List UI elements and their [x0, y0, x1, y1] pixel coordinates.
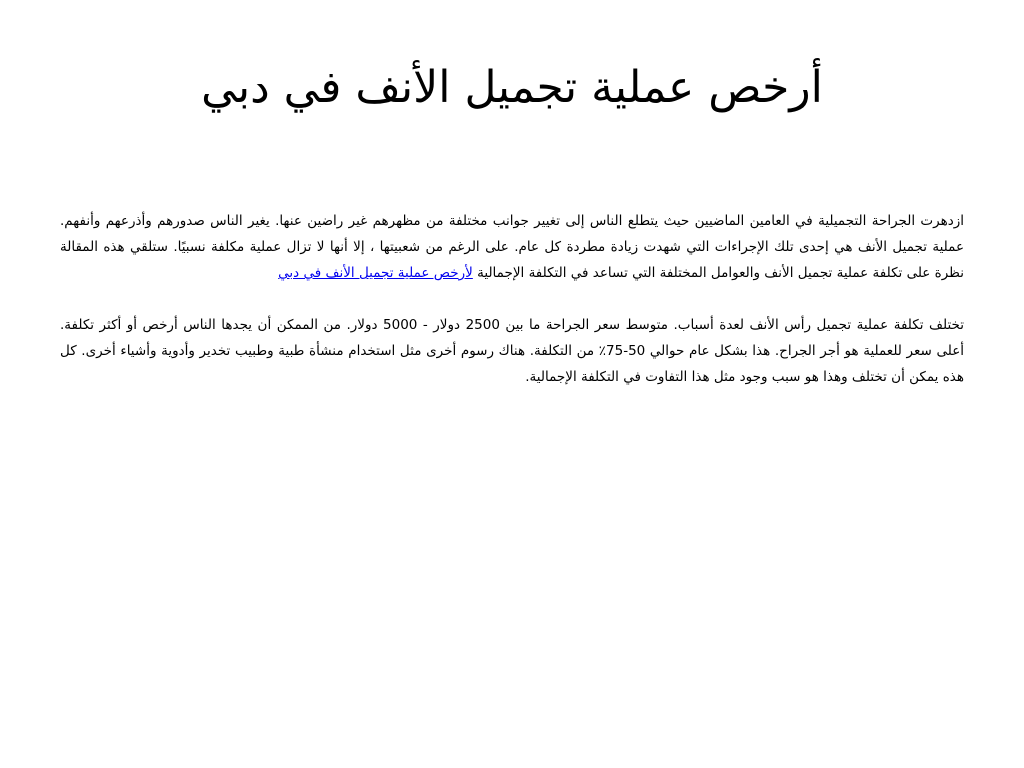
paragraph-intro [60, 208, 964, 286]
paragraph-cost-text: تختلف تكلفة عملية تجميل رأس الأنف لعدة أسباب. متوسط سعر الجراحة ما بين 2500 دولار - 5000 دولار. من الممكن أن يجدها الناس أرخص أو أكثر تكلفة. أعلى سعر للعملية هو أجر الجراح. هذا بشكل عام حوالي 50-75٪ من التكلفة. هناك رسوم أخرى مثل استخدام منشأة طبية وطبيب تخدير وأدوية وأشياء أخرى. كل هذه يمكن أن تختلف وهذا هو سبب وجود مثل هذا التفاوت في التكلفة الإجمالية. [60, 317, 964, 385]
page-title: أرخص عملية تجميل الأنف في دبي [201, 62, 823, 113]
article-body [60, 208, 964, 416]
paragraph-cost [60, 312, 964, 390]
paragraph-intro-text: ازدهرت الجراحة التجميلية في العامين الماضيين حيث يتطلع الناس إلى تغيير جوانب مختلفة من مظهرهم غير راضين عنها. يغير الناس صدورهم وأذرعهم وأنفهم. عملية تجميل الأنف هي إحدى تلك الإجراءات التي شهدت زيادة مطردة كل عام. على الرغم من شعبيتها ، إلا أنها لا تزال عملية مكلفة نسبيًا. ستلقي هذه المقالة نظرة على تكلفة عملية تجميل الأنف والعوامل المختلفة التي تساعد في التكلفة الإجمالية [60, 213, 964, 281]
cheapest-rhinoplasty-link[interactable]: لأرخص عملية تجميل الأنف في دبي [278, 265, 473, 281]
